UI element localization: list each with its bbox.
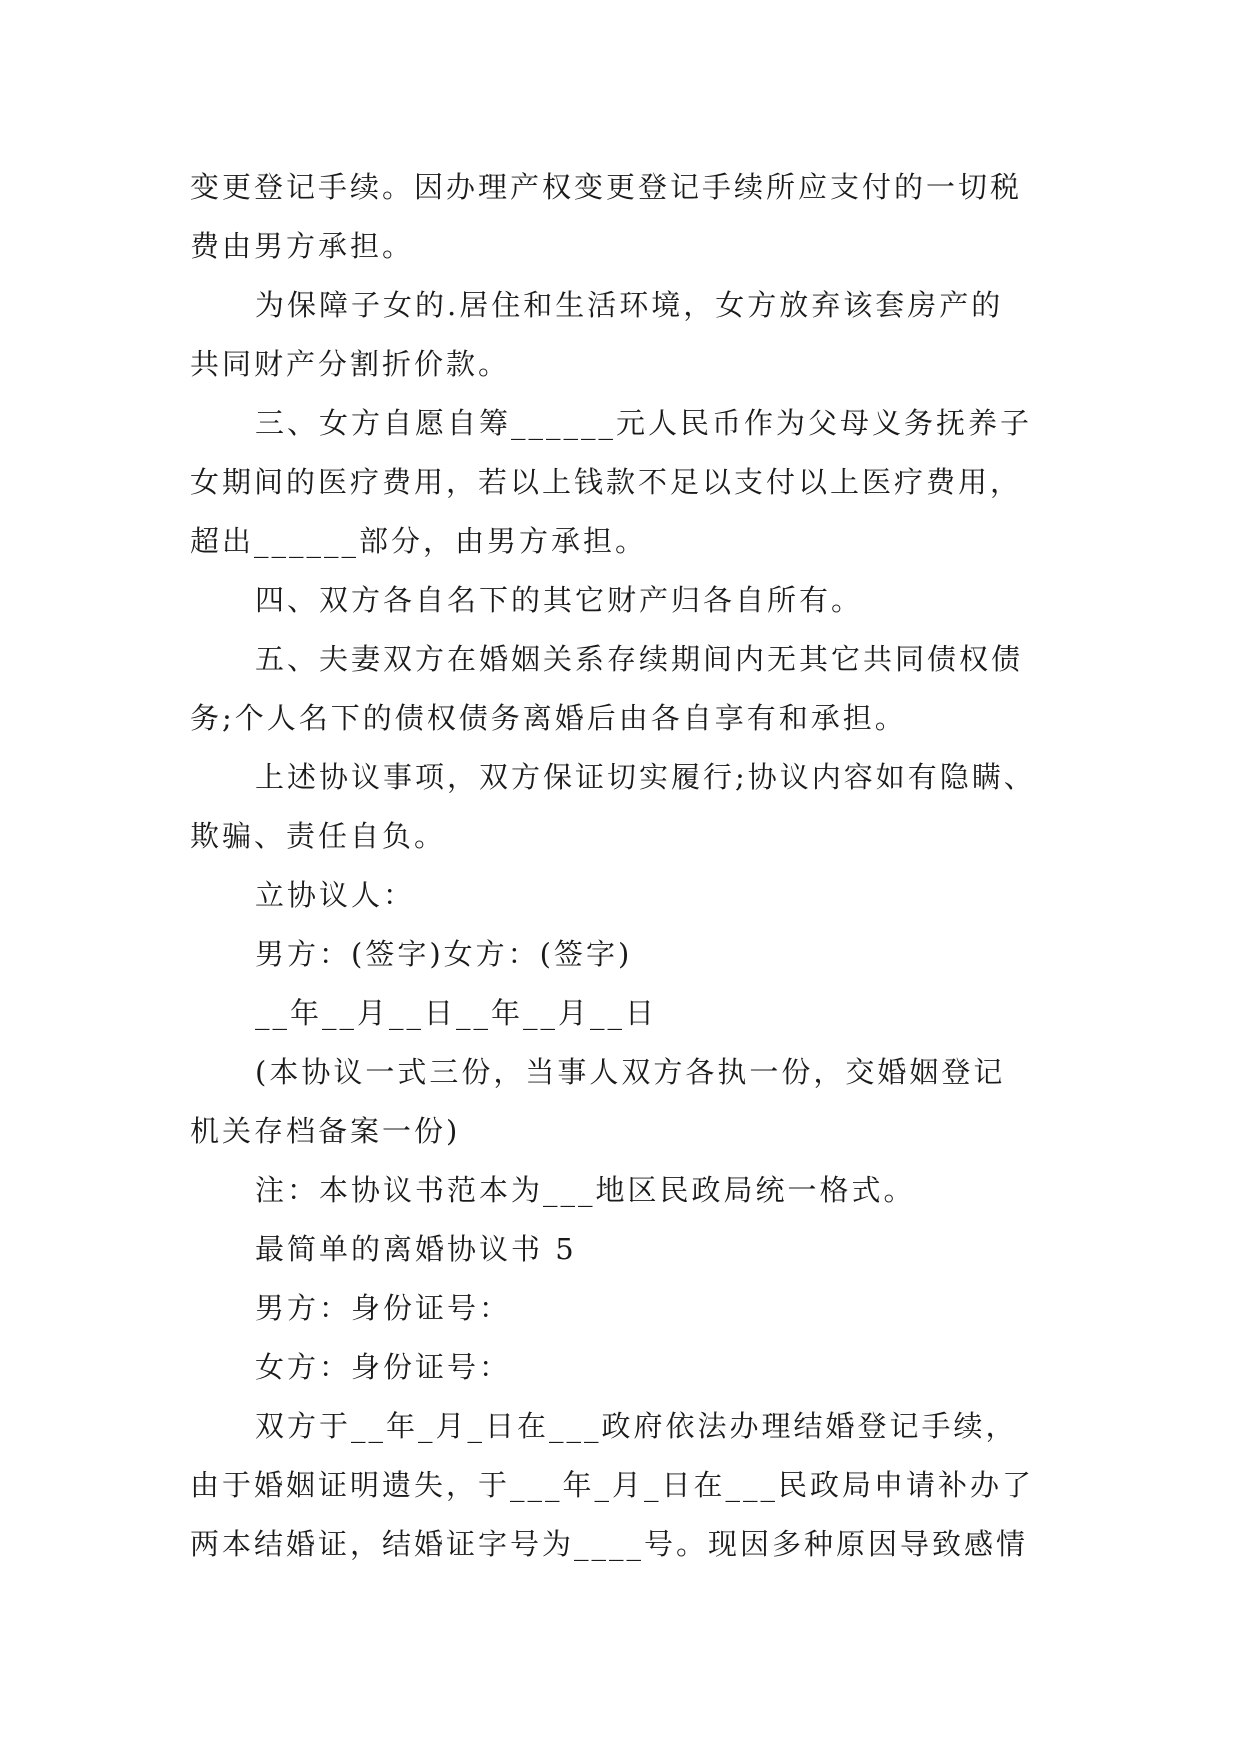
text-line: 男方：身份证号： [255, 1291, 512, 1325]
text-line: 为保障子女的.居住和生活环境，女方放弃该套房产的 [255, 288, 1004, 322]
text-line: 费由男方承担。 [190, 229, 415, 263]
text-line: 共同财产分割折价款。 [190, 347, 511, 381]
text-line: 女期间的医疗费用，若以上钱款不足以支付以上医疗费用， [190, 465, 1023, 499]
text-line: 双方于__年_月_日在___政府依法办理结婚登记手续， [255, 1409, 1018, 1443]
text-line: 务;个人名下的债权债务离婚后由各自享有和承担。 [190, 701, 907, 735]
text-line: 三、女方自愿自筹______元人民币作为父母义务抚养子 [255, 406, 1033, 440]
text-line: 女方：身份证号： [255, 1350, 512, 1384]
signature-line: 男方：(签字)女方：(签字) [255, 937, 633, 971]
text-line: 由于婚姻证明遗失，于___年_月_日在___民政局申请补办了 [190, 1468, 1035, 1502]
text-line: 变更登记手续。因办理产权变更登记手续所应支付的一切税 [190, 170, 1023, 204]
text-line: 两本结婚证，结婚证字号为____号。现因多种原因导致感情 [190, 1527, 1029, 1561]
text-line: 五、夫妻双方在婚姻关系存续期间内无其它共同债权债 [255, 642, 1024, 676]
date-line: __年__月__日__年__月__日 [255, 996, 658, 1030]
text-line: 立协议人： [255, 878, 416, 912]
text-line: (本协议一式三份，当事人双方各执一份，交婚姻登记 [255, 1055, 1006, 1089]
document-body [190, 158, 1060, 1574]
text-line: 欺骗、责任自负。 [190, 819, 447, 853]
text-line: 机关存档备案一份) [190, 1114, 461, 1148]
text-line: 上述协议事项，双方保证切实履行;协议内容如有隐瞒、 [255, 760, 1036, 794]
text-line: 注：本协议书范本为___地区民政局统一格式。 [255, 1173, 916, 1207]
text-line: 四、双方各自名下的其它财产归各自所有。 [255, 583, 864, 617]
text-line: 超出______部分，由男方承担。 [190, 524, 648, 558]
section-heading: 最简单的离婚协议书 5 [255, 1232, 577, 1266]
